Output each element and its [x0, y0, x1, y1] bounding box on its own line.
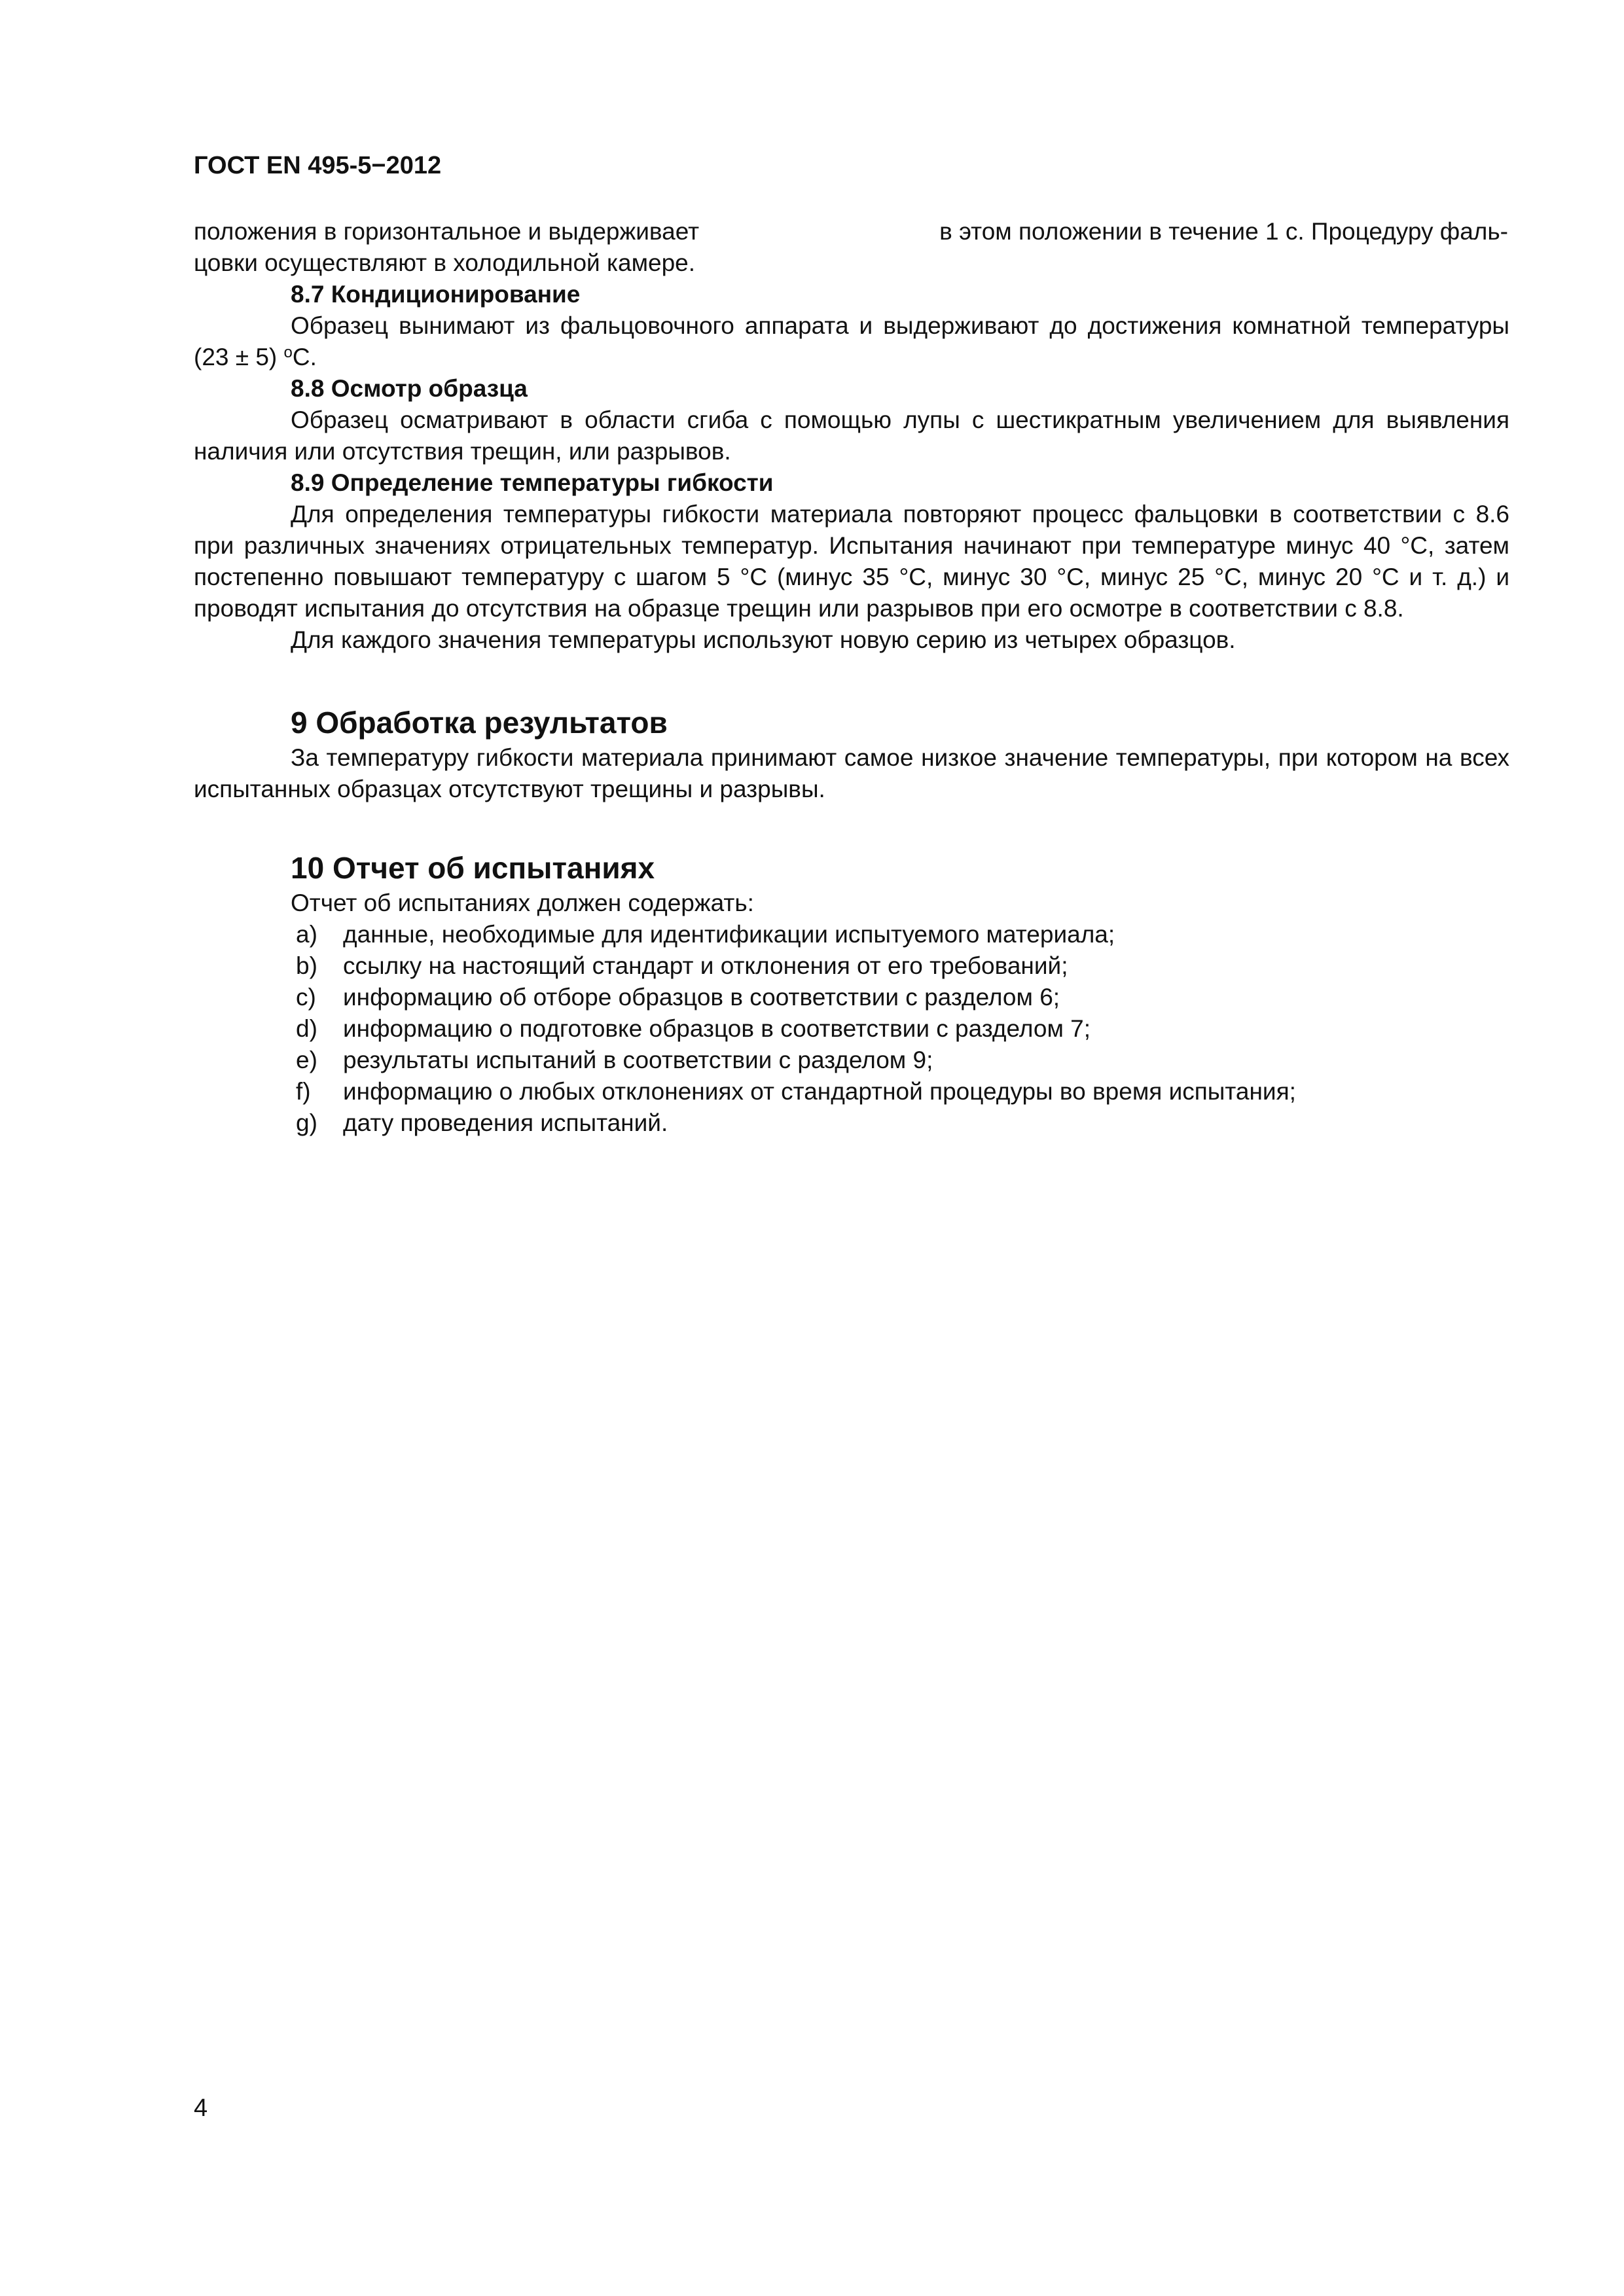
subsection-8-8-title: 8.8 Осмотр образца	[291, 375, 528, 402]
subsection-8-7-text: Образец вынимают из фальцовочного аппарата и выдерживают до достижения комнатной температуры (23 ± 5) $^о$С.	[194, 312, 1509, 370]
section-10-intro: Отчет об испытаниях должен содержать:	[291, 889, 754, 916]
continued-paragraph-line1	[194, 216, 1509, 247]
document-body	[194, 216, 1509, 1139]
subsection-8-7-title: 8.7 Кондиционирование	[291, 281, 581, 308]
subsection-8-9-paragraph-1: Для определения температуры гибкости материала повторяют процесс фальцовки в соответствии с 8.6 при различных значениях отрицательных температур. Испытания начинают при температуре минус 40 °С, затем постепенно повышают температуру с шагом 5 °С (минус 35 °С, минус 30 °С, минус 25 °С, минус 20 °С и т. д.) и проводят испытания до отсутствия на образце трещин или разрывов при его осмотре в соответствии с 8.8.	[194, 501, 1509, 622]
list-item: d) информацию о подготовке образцов в соответствии с разделом 7;	[296, 1015, 1091, 1042]
document-header: ГОСТ EN 495-5−2012	[194, 152, 442, 179]
section-9-heading: 9 Обработка результатов	[291, 706, 668, 740]
continued-right: в этом положении в течение 1 с. Процедуру фаль-	[939, 218, 1508, 245]
list-item: e) результаты испытаний в соответствии с разделом 9;	[296, 1047, 933, 1073]
page-number: 4	[194, 2094, 208, 2122]
subsection-8-8-text: Образец осматривают в области сгиба с помощью лупы с шестикратным увеличением для выявления наличия или отсутствия трещин, или разрывов.	[194, 406, 1509, 465]
list-item: a) данные, необходимые для идентификации испытуемого материала;	[296, 921, 1115, 948]
subsection-8-9-title: 8.9 Определение температуры гибкости	[291, 469, 774, 496]
section-9-text: За температуру гибкости материала принимают самое низкое значение температуры, при котором на всех испытанных образцах отсутствуют трещины и разрывы.	[194, 744, 1509, 802]
list-item: c) информацию об отборе образцов в соответствии с разделом 6;	[296, 984, 1060, 1011]
report-items-list	[194, 919, 1509, 1139]
continued-paragraph-line2: цовки осуществляют в холодильной камере.	[194, 249, 696, 276]
list-item: b) ссылку на настоящий стандарт и отклонения от его требований;	[296, 952, 1068, 979]
subsection-8-9-paragraph-2: Для каждого значения температуры используют новую серию из четырех образцов.	[291, 626, 1236, 653]
section-10-heading: 10 Отчет об испытаниях	[291, 851, 655, 885]
list-item: g) дату проведения испытаний.	[296, 1109, 668, 1136]
continued-left: положения в горизонтальное и выдерживает	[194, 218, 700, 245]
list-item: f) информацию о любых отклонениях от стандартной процедуры во время испытания;	[296, 1078, 1296, 1105]
